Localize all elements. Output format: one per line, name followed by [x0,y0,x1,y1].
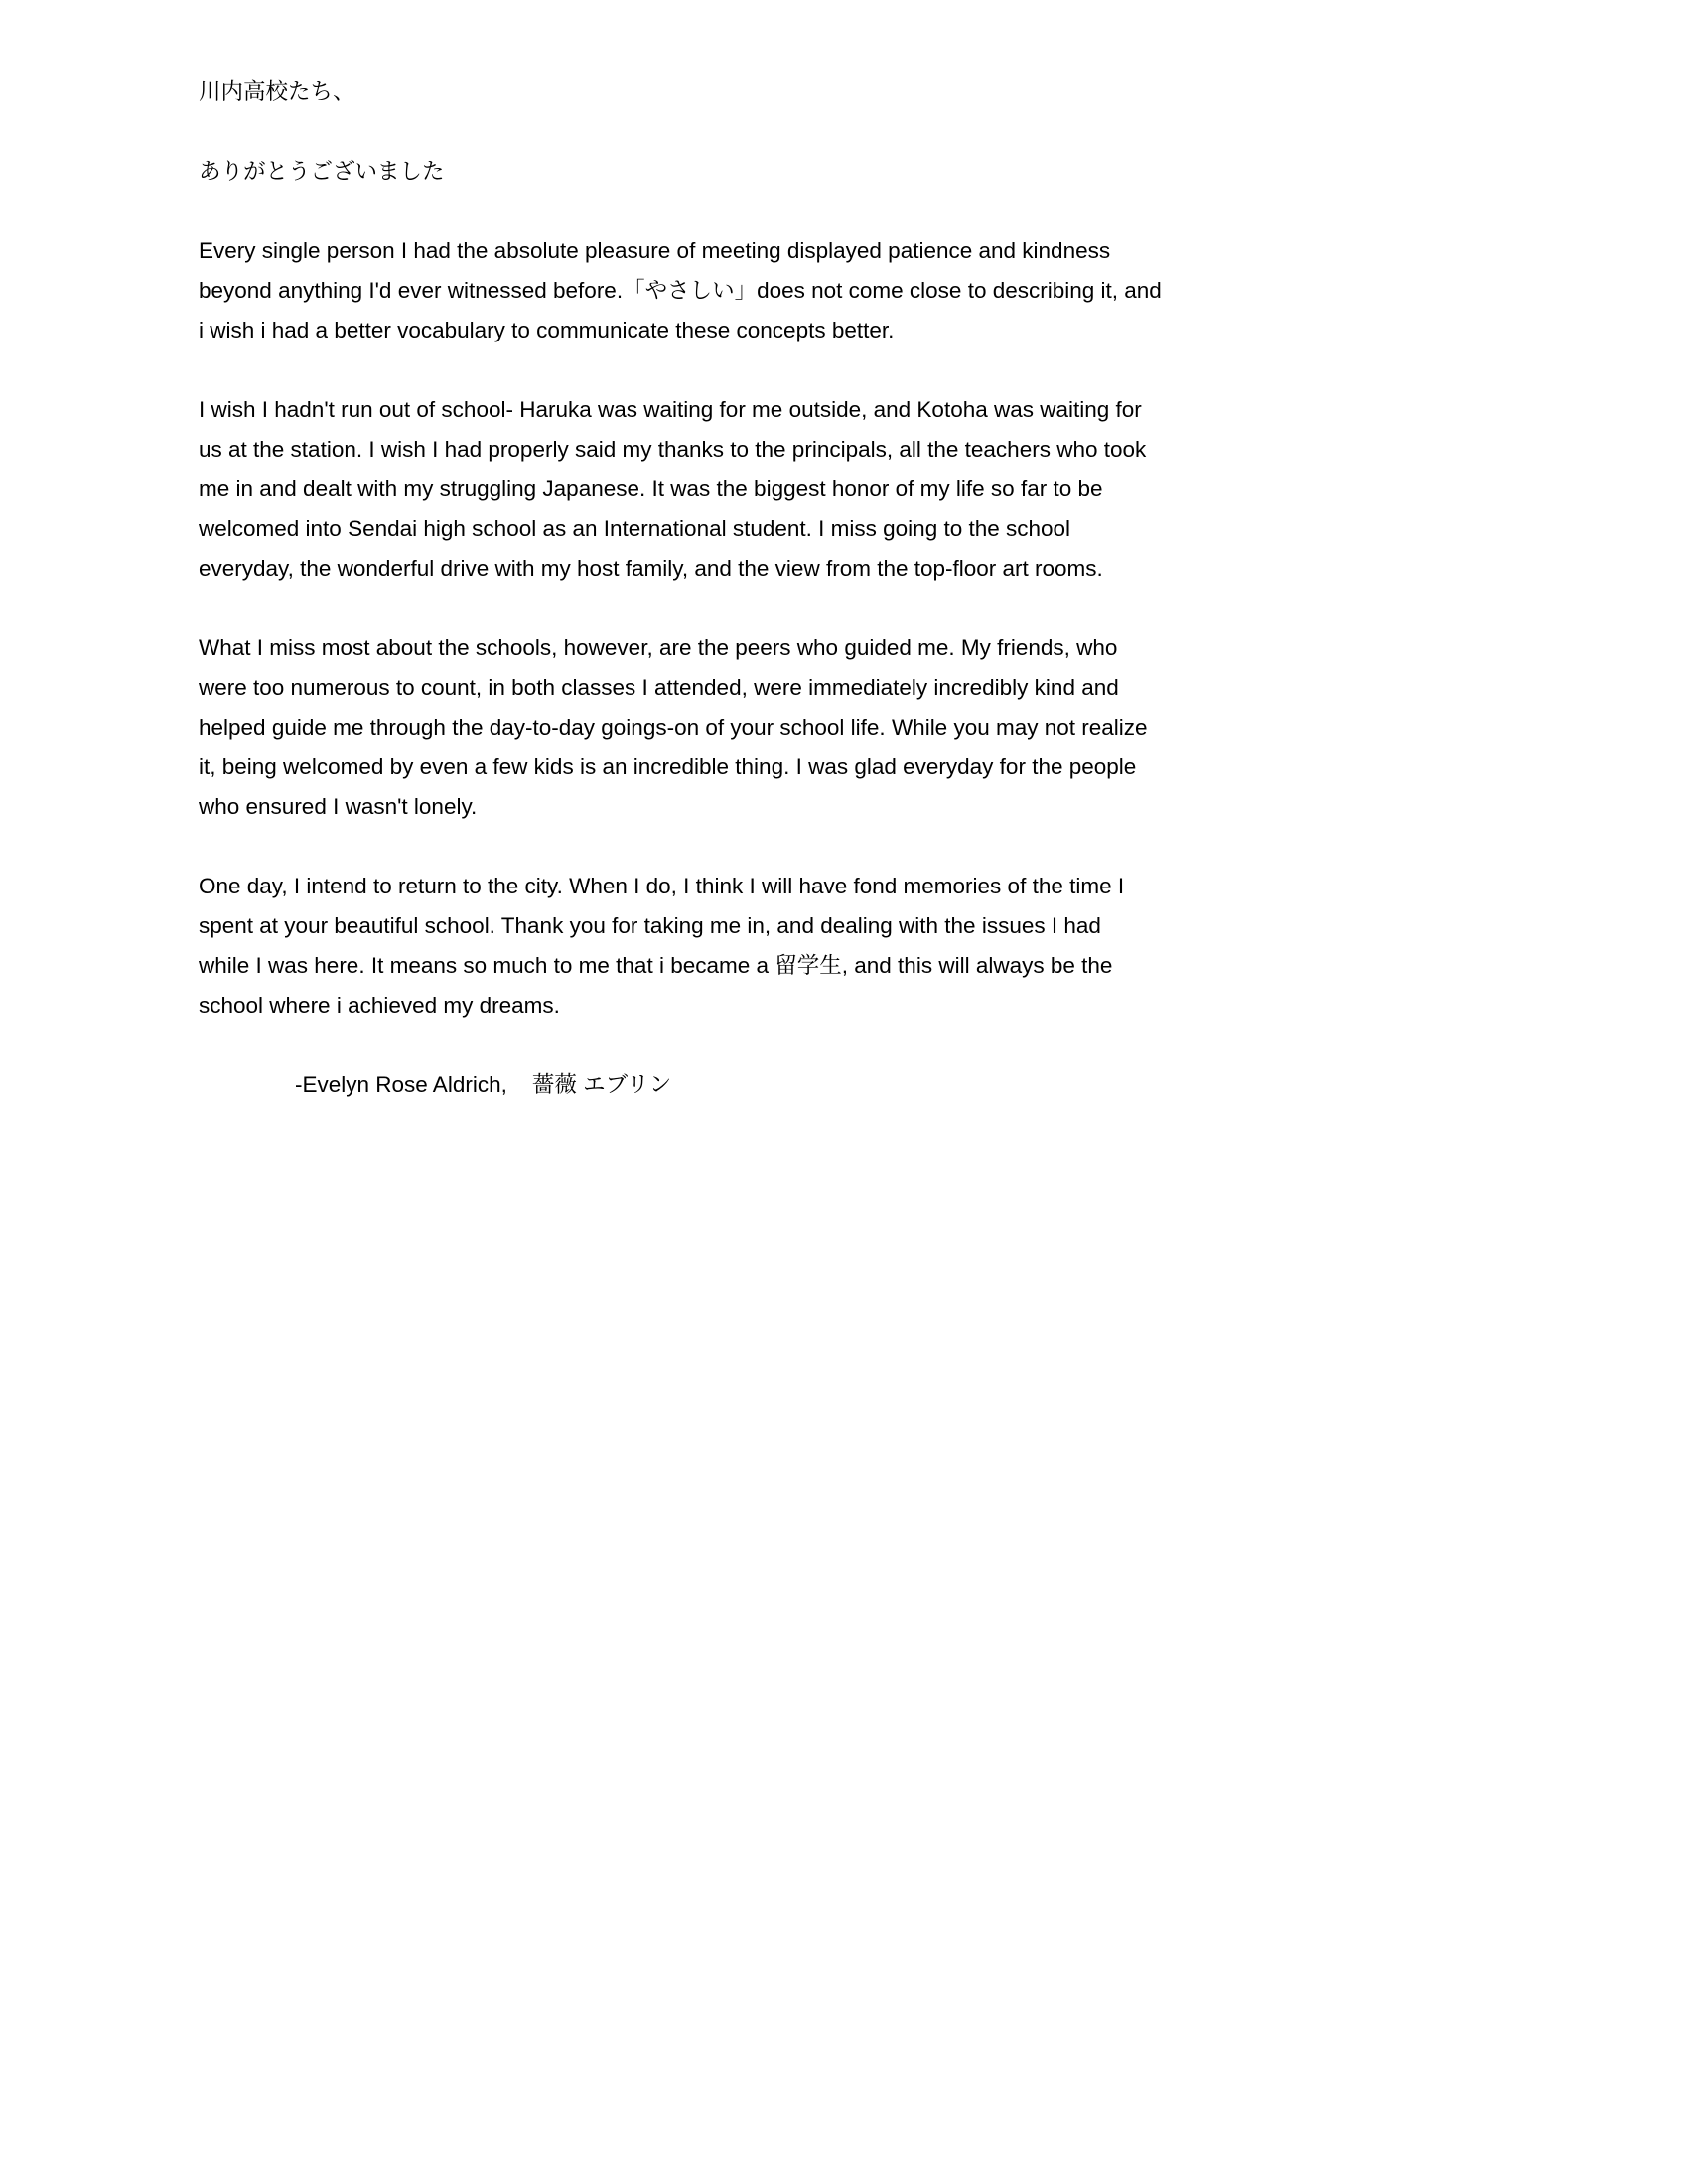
paragraph-line: welcomed into Sendai high school as an International student. I miss going to the school [199,516,1071,541]
paragraph-line: me in and dealt with my struggling Japanese. It was the biggest honor of my life so far to be [199,477,1103,501]
paragraph-line: it, being welcomed by even a few kids is an incredible thing. I was glad everyday for the people [199,754,1137,779]
paragraph-line: What I miss most about the schools, however, are the peers who guided me. My friends, who [199,635,1118,660]
paragraph-4 [199,867,1499,1025]
paragraph-line: One day, I intend to return to the city. When I do, I think I will have fond memories of the time I [199,874,1125,898]
paragraph-line: I wish I hadn't run out of school- Haruka was waiting for me outside, and Kotoha was waiting for [199,397,1142,422]
salutation: 川内高校たち、 [199,79,355,105]
paragraph-3 [199,628,1499,827]
paragraph-line: were too numerous to count, in both classes I attended, were immediately incredibly kind and [199,675,1119,700]
paragraph-line: spent at your beautiful school. Thank you for taking me in, and dealing with the issues I had [199,913,1101,938]
signature: -Evelyn Rose Aldrich, 薔薇 エブリン [295,1072,672,1097]
paragraph-line: beyond anything I'd ever witnessed before.「やさしい」does not come close to describing it, and [199,278,1162,303]
paragraph-1 [199,231,1499,350]
paragraph-line: helped guide me through the day-to-day goings-on of your school life. While you may not realize [199,715,1148,740]
paragraph-line: Every single person I had the absolute pleasure of meeting displayed patience and kindness [199,238,1111,263]
paragraph-line: us at the station. I wish I had properly said my thanks to the principals, all the teachers who took [199,437,1147,462]
greeting: ありがとうございました [199,159,445,185]
paragraph-line: everyday, the wonderful drive with my host family, and the view from the top-floor art rooms. [199,556,1103,581]
letter-page [199,72,1499,1105]
paragraph-line: while I was here. It means so much to me that i became a 留学生, and this will always be the [199,953,1113,978]
paragraph-2 [199,390,1499,589]
paragraph-line: school where i achieved my dreams. [199,993,560,1018]
paragraph-line: who ensured I wasn't lonely. [199,794,478,819]
paragraph-line: i wish i had a better vocabulary to communicate these concepts better. [199,318,895,342]
